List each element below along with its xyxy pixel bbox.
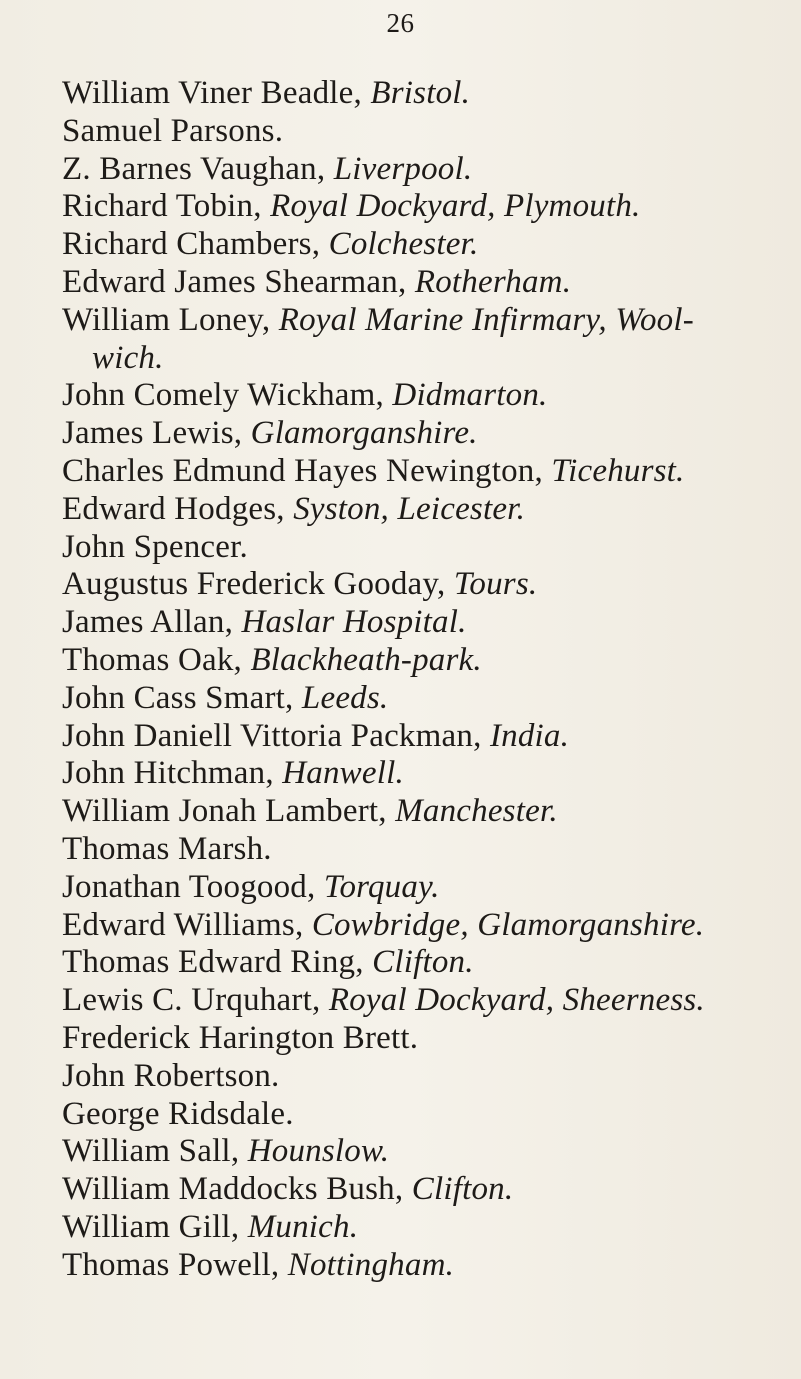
list-item: Thomas Oak, Blackheath-park. [62, 641, 482, 678]
list-item [62, 1096, 798, 1134]
member-name: William Jonah Lambert [62, 793, 379, 830]
list-item: James Allan, Haslar Hospital. [62, 604, 467, 641]
list-item: William Gill, Munich. [62, 1208, 359, 1245]
member-name: George Ridsdale. [62, 1095, 294, 1132]
member-place: Ticehurst. [551, 452, 685, 489]
member-place: Clifton. [372, 944, 474, 981]
member-place: Leeds. [301, 679, 389, 716]
member-name: Charles Edmund Hayes Newington [62, 452, 535, 489]
member-place: Bristol. [370, 75, 471, 111]
list-item: James Lewis, Glamorganshire. [62, 415, 478, 452]
member-name: Z. Barnes Vaughan [62, 150, 317, 187]
member-name: Frederick Harington Brett. [62, 1019, 419, 1056]
member-name: Augustus Frederick Gooday [62, 566, 437, 603]
member-name: Jonathan Toogood [62, 868, 308, 905]
list-item: Thomas Edward Ring, Clifton. [62, 944, 474, 981]
member-name: William Maddocks Bush [62, 1171, 395, 1208]
member-place: Rotherham. [414, 263, 572, 300]
member-place: Glamorganshire. [250, 415, 478, 452]
member-place: Cowbridge, Glamorganshire. [311, 906, 705, 943]
member-place: Nottingham. [287, 1246, 455, 1283]
member-name: John Robertson. [62, 1057, 280, 1094]
member-name: Thomas Marsh. [62, 830, 272, 867]
list-item [62, 1058, 798, 1096]
list-item: John Cass Smart, Leeds. [62, 679, 389, 716]
member-name: Samuel Parsons. [62, 112, 284, 149]
list-item: John Hitchman, Hanwell. [62, 755, 404, 792]
list-item: Thomas Powell, Nottingham. [62, 1246, 455, 1283]
member-name: Richard Tobin [62, 188, 254, 225]
list-item: Charles Edmund Hayes Newington, Ticehurst. [62, 452, 685, 489]
list-item: John Daniell Vittoria Packman, India. [62, 717, 570, 754]
member-name: William Sall [62, 1133, 231, 1170]
list-item: William Sall, Hounslow. [62, 1133, 390, 1170]
member-place: Colchester. [328, 226, 479, 263]
member-place: Syston, Leicester. [293, 490, 526, 527]
member-place: Tours. [453, 566, 538, 603]
list-item: William Maddocks Bush, Clifton. [62, 1171, 514, 1208]
member-name: James Allan [62, 604, 225, 641]
member-name: Thomas Edward Ring [62, 944, 356, 981]
list-item [62, 831, 798, 869]
member-name: John Daniell Vittoria Packman [62, 717, 474, 754]
list-item: William Jonah Lambert, Manchester. [62, 793, 558, 830]
member-place: Munich. [247, 1208, 359, 1245]
member-place: Haslar Hospital. [241, 604, 467, 641]
list-item: Edward Williams, Cowbridge, Glamorganshire. [62, 906, 705, 943]
member-name: John Hitchman [62, 755, 266, 792]
member-name: William Viner Beadle [62, 75, 354, 111]
member-name: William Loney [62, 301, 262, 338]
list-item: Lewis C. Urquhart, Royal Dockyard, Sheerness. [62, 982, 705, 1019]
list-item: William Viner Beadle, Bristol. [62, 75, 471, 111]
member-place: Blackheath-park. [250, 641, 482, 678]
member-list [62, 75, 798, 1285]
list-item-continuation [62, 340, 798, 378]
list-item: John Comely Wickham, Didmarton. [62, 377, 548, 414]
member-place: India. [489, 717, 570, 754]
member-name: Thomas Powell [62, 1246, 271, 1283]
list-item: Edward James Shearman, Rotherham. [62, 263, 572, 300]
list-item: Richard Chambers, Colchester. [62, 226, 479, 263]
list-item: Edward Hodges, Syston, Leicester. [62, 490, 526, 527]
member-place: Hounslow. [247, 1133, 390, 1170]
list-item: Richard Tobin, Royal Dockyard, Plymouth. [62, 188, 641, 225]
member-name: Thomas Oak [62, 641, 234, 678]
member-place: Manchester. [395, 793, 558, 830]
member-place: Royal Dockyard, Plymouth. [270, 188, 641, 225]
member-name: John Spencer. [62, 528, 248, 565]
member-name: Edward Hodges [62, 490, 277, 527]
member-place: Didmarton. [392, 377, 548, 414]
member-name: William Gill [62, 1208, 231, 1245]
list-item [62, 113, 798, 151]
list-item [62, 1020, 798, 1058]
member-name: Lewis C. Urquhart [62, 982, 312, 1019]
list-item: Jonathan Toogood, Torquay. [62, 868, 440, 905]
member-place-continuation: wich. [92, 339, 164, 376]
list-item [62, 529, 798, 567]
member-place: Hanwell. [282, 755, 404, 792]
member-name: James Lewis [62, 415, 234, 452]
member-place: Torquay. [323, 868, 440, 905]
member-name: Edward James Shearman [62, 263, 398, 300]
list-item: William Loney, Royal Marine Infirmary, Wool- [62, 301, 694, 338]
member-name: Edward Williams [62, 906, 295, 943]
list-item: Augustus Frederick Gooday, Tours. [62, 566, 538, 603]
member-place: Clifton. [411, 1171, 514, 1208]
member-place: Royal Marine Infirmary, Wool- [278, 301, 694, 338]
member-name: Richard Chambers [62, 226, 312, 263]
member-name: John Comely Wickham [62, 377, 376, 414]
member-place: Royal Dockyard, Sheerness. [328, 982, 705, 1019]
member-name: John Cass Smart [62, 679, 286, 716]
page-number: 26 [386, 8, 415, 38]
list-item: Z. Barnes Vaughan, Liverpool. [62, 150, 473, 187]
member-place: Liverpool. [333, 150, 473, 187]
